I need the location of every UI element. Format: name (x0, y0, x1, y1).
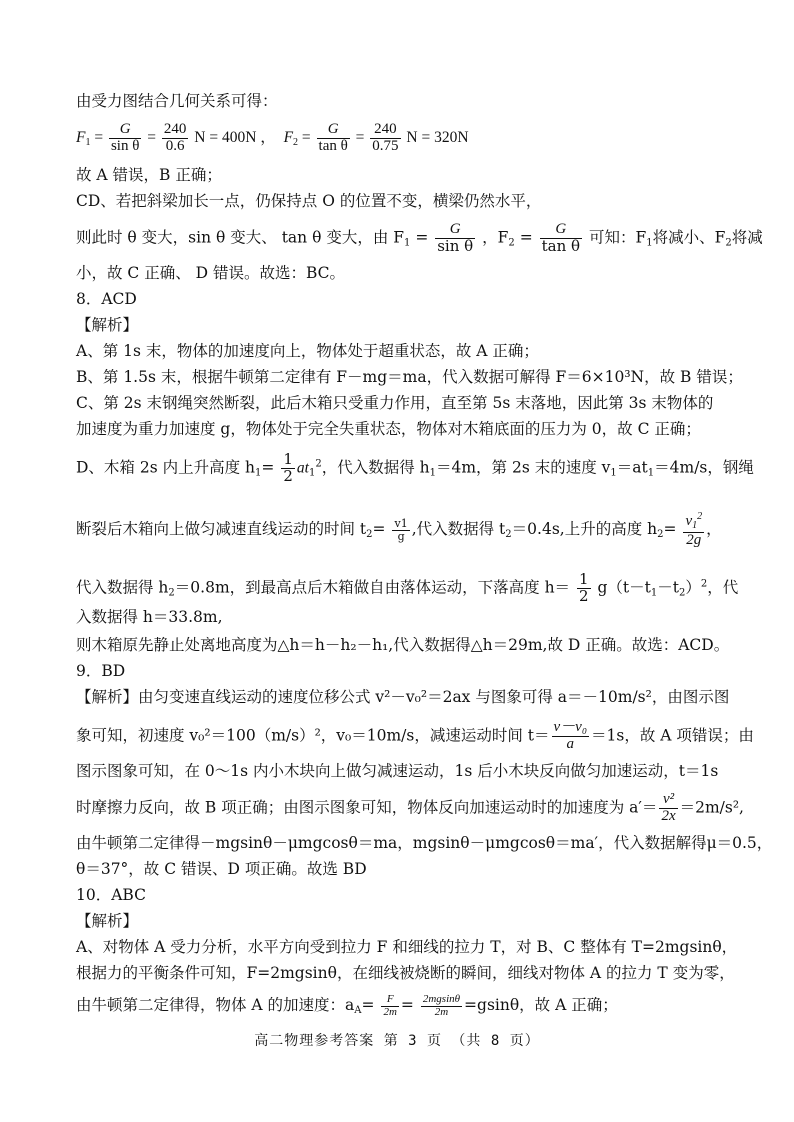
text-line: 时摩擦力反向，故 B 项正确；由图示图象可知，物体反向加速运动时的加速度为 a′＝ $\frac{\text{v²}}{2x}$ ＝2m/s², (76, 791, 744, 824)
text-line: 则此时 θ 变大，sin θ 变大、 tan θ 变大，由 $F_1$ = $\frac{G}{\text{sin θ}}$ ，$F_2$ = $\frac{G}{\text{tan θ}}$ 可知：$F_1$将减小、$F_2$将减 (76, 221, 763, 255)
force-equations: $F_1$ = $\frac{G}{\text{sin θ}}$ = $\frac{240}{0.6}$ N = 400N ， $F_2$ = $\frac{G}{\text{tan θ}}$ = $\frac{240}{0.75}$ N = 320N (76, 121, 469, 154)
text-line: 象可知，初速度 v₀²＝100（m/s）²，v₀＝10m/s，减速运动时间 t＝ $\frac{\text{v－v₀}}{a}$ ＝1s，故 A 项错误；由 (76, 719, 754, 752)
text-line: C、第 2s 末钢绳突然断裂，此后木箱只受重力作用，直至第 5s 末落地，因此第 3s 末物体的 (76, 394, 714, 412)
text-line: 根据力的平衡条件可知，F=2mgsinθ，在细线被烧断的瞬间，细线对物体 A 的拉力 T 变为零， (76, 964, 735, 982)
text-line: 入数据得 h＝33.8m, (76, 608, 223, 626)
text-line: θ＝37°，故 C 错误、D 项正确。故选 BD (76, 860, 367, 878)
question-number-9: 9．BD (76, 662, 126, 680)
text-line: D、木箱 2s 内上升高度 $h_1=$ $\frac{1}{2}$ $at_1^2$，代入数据得 $h_1=4m$，第 2s 末的速度 $v_1=at_1=4m/s$，钢绳 (76, 450, 754, 485)
text-line: 则木箱原先静止处离地高度为△h＝h－h₂－h₁,代入数据得△h＝29m,故 D 正确。故选：ACD。 (76, 636, 730, 654)
analysis-heading: 【解析】 (76, 912, 139, 930)
page-footer: 高二物理参考答案 第 3 页 （共 8 页） (254, 1033, 540, 1049)
text-line: 由受力图结合几何关系可得： (76, 92, 278, 110)
text-line: 故 A 错误，B 正确； (76, 166, 222, 184)
text-line: 断裂后木箱向上做匀减速直线运动的时间 $t_2=$ $\frac{v1}{g}$ ,代入数据得 $t_2=0.4s$,上升的高度 $h_2=$ $\frac{v_1^2}{2g}$ ， (76, 511, 722, 548)
text-line: 由牛顿第二定律得，物体 A 的加速度：$a_A=$ $\frac{F}{2m}$ = $\frac{2mgsin\theta}{2m}$ =gsinθ，故 A 正确； (76, 993, 618, 1018)
question-number-8: 8．ACD (76, 290, 137, 308)
text-line: CD、若把斜梁加长一点，仍保持点 O 的位置不变，横梁仍然水平， (76, 192, 542, 210)
question-number-10: 10．ABC (76, 886, 146, 904)
text-line: B、第 1.5s 末，根据牛顿第二定律有 F－mg＝ma，代入数据可解得 F＝6×10³N，故 B 错误； (76, 368, 743, 386)
text-line: A、第 1s 末，物体的加速度向上，物体处于超重状态，故 A 正确； (76, 342, 539, 360)
text-line: A、对物体 A 受力分析，水平方向受到拉力 F 和细线的拉力 T，对 B、C 整体有 T=2mgsinθ， (76, 938, 738, 956)
text-line: 【解析】由匀变速直线运动的速度位移公式 v²－v₀²＝2ax 与图象可得 a＝－10m/s²，由图示图 (76, 688, 730, 706)
analysis-heading: 【解析】 (76, 316, 139, 334)
text-line: 加速度为重力加速度 g，物体处于完全失重状态，物体对木箱底面的压力为 0，故 C 正确； (76, 420, 701, 438)
text-line: 由牛顿第二定律得－mgsinθ－μmgcosθ＝ma，mgsinθ－μmgcosθ＝ma′，代入数据解得μ＝0.5， (76, 834, 773, 852)
text-line: 代入数据得 $h_2=0.8m$，到最高点后木箱做自由落体运动，下落高度 h＝ $\frac{1}{2}$ $g(t-t_1-t_2)^2$，代 (76, 570, 739, 605)
text-line: 图示图象可知，在 0～1s 内小木块向上做匀减速运动，1s 后小木块反向做匀加速运动，t＝1s (76, 762, 719, 780)
text-line: 小，故 C 正确、 D 错误。故选：BC。 (76, 264, 346, 282)
